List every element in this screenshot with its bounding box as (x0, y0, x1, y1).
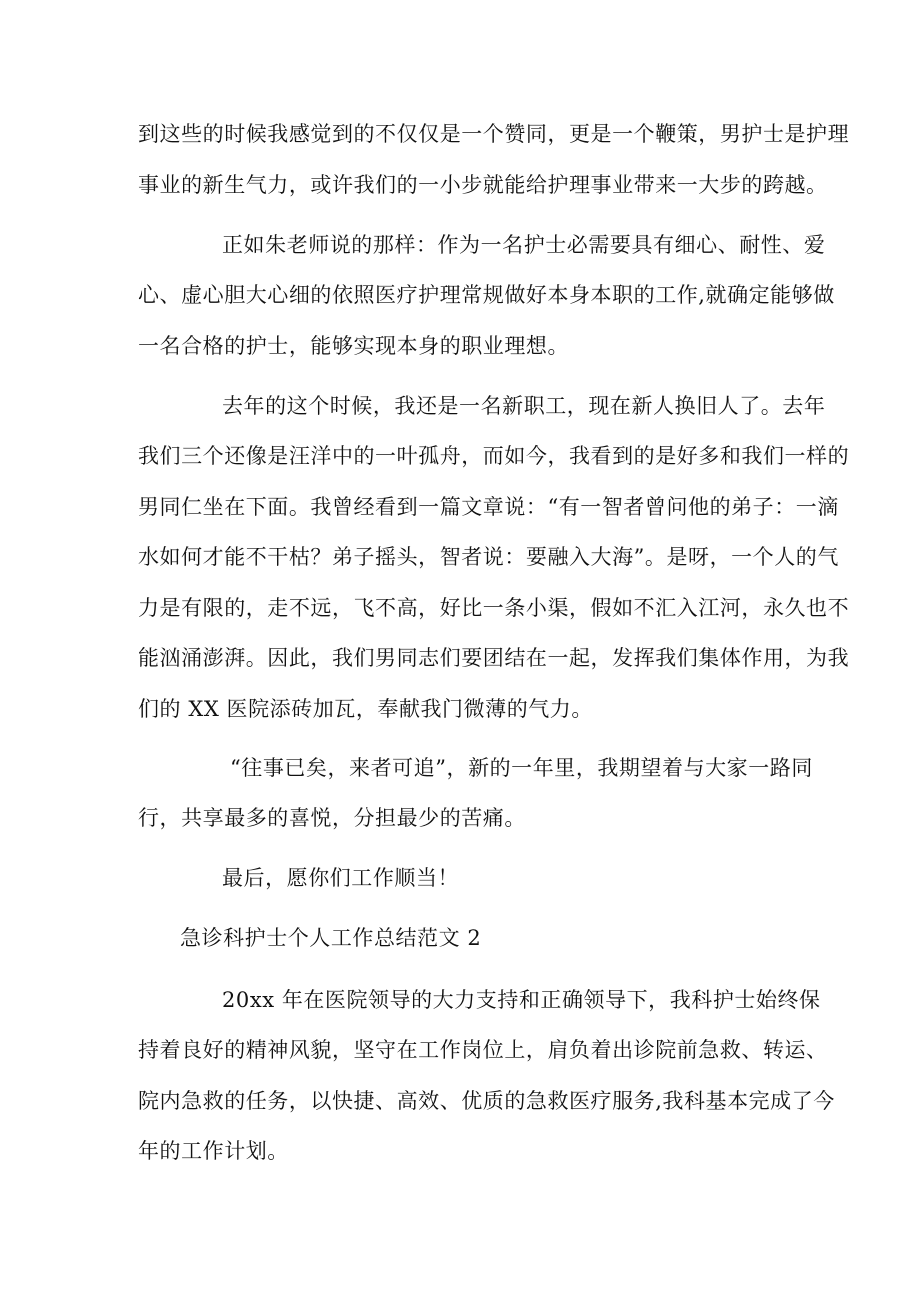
paragraph-3-line-3: 男同仁坐在下面。我曾经看到一篇文章说：“有一智者曾问他的弟子：一滴 (138, 495, 839, 519)
paragraph-1-line-2: 事业的新生气力，或许我们的一小步就能给护理事业带来一大步的跨越。 (138, 173, 828, 197)
section-heading: 急诊科护士个人工作总结范文 2 (180, 926, 482, 950)
paragraph-2-line-1: 正如朱老师说的那样：作为一名护士必需要具有细心、耐性、爱 (222, 233, 826, 257)
paragraph-4-line-1: “往事已矣，来者可追”，新的一年里，我期望着与大家一路同 (230, 756, 813, 780)
paragraph-4-line-2: 行，共享最多的喜悦，分担最少的苦痛。 (138, 806, 526, 830)
paragraph-1-line-1: 到这些的时候我感觉到的不仅仅是一个赞同，更是一个鞭策，男护士是护理 (138, 122, 850, 146)
paragraph-3-line-7: 们的 XX 医院添砖加瓦，奉献我门微薄的气力。 (138, 697, 593, 721)
paragraph-5-line-4: 年的工作计划。 (138, 1139, 289, 1163)
paragraph-5-line-2: 持着良好的精神风貌，坚守在工作岗位上，肩负着出诊院前急救、转运、 (138, 1038, 828, 1062)
paragraph-5-line-1: 20xx 年在医院领导的大力支持和正确领导下，我科护士始终保 (222, 988, 821, 1012)
paragraph-3-line-6: 能汹涌澎湃。因此，我们男同志们要团结在一起，发挥我们集体作用，为我 (138, 646, 850, 670)
paragraph-3-line-4: 水如何才能不干枯？弟子摇头，智者说：要融入大海”。是呀，一个人的气 (138, 545, 839, 569)
paragraph-3-line-5: 力是有限的，走不远，飞不高，好比一条小渠，假如不汇入江河，永久也不 (138, 596, 850, 620)
closing-line: 最后，愿你们工作顺当！ (222, 866, 460, 890)
paragraph-2-line-2: 心、虚心胆大心细的依照医疗护理常规做好本身本职的工作,就确定能够做 (138, 283, 835, 307)
paragraph-3-line-1: 去年的这个时候，我还是一名新职工，现在新人换旧人了。去年 (222, 394, 826, 418)
paragraph-5-line-3: 院内急救的任务，以快捷、高效、优质的急救医疗服务,我科基本完成了今 (138, 1089, 835, 1113)
paragraph-3-line-2: 我们三个还像是汪洋中的一叶孤舟，而如今，我看到的是好多和我们一样的 (138, 444, 850, 468)
paragraph-2-line-3: 一名合格的护士，能够实现本身的职业理想。 (138, 334, 569, 358)
